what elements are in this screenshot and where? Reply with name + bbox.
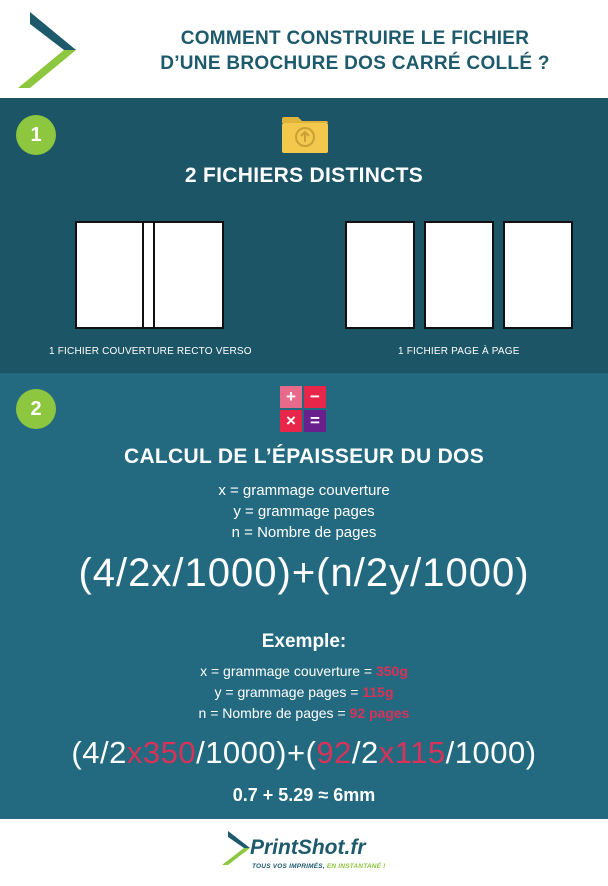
calc-key-times: × (280, 410, 302, 432)
section-calculation (0, 373, 608, 819)
cover-front-page (153, 221, 224, 329)
tagline-part2: EN INSTANTANÉ ! (326, 863, 386, 870)
example-result: 0.7 + 5.29 ≈ 6mm (232, 785, 376, 805)
variable-definitions (0, 480, 608, 543)
caption-cover-file: 1 FICHIER COUVERTURE RECTO VERSO (49, 346, 252, 357)
definition-y: y = grammage pages (233, 503, 375, 520)
printshot-chevron-logo-icon (18, 12, 80, 88)
brand-name-main: PrintShot (250, 836, 345, 859)
calculator-icon (280, 386, 328, 434)
brand-name-tld: .fr (344, 836, 366, 859)
interior-page-2 (424, 221, 494, 329)
printshot-chevron-small-icon (222, 831, 252, 865)
page-title-line1: COMMENT CONSTRUIRE LE FICHIER (180, 28, 530, 49)
example-label-n: n = Nombre de pages = (198, 705, 350, 721)
example-value-y: 115g (362, 684, 394, 700)
page-title (120, 26, 590, 76)
footer (0, 819, 608, 886)
header (0, 0, 608, 98)
example-line-x (0, 661, 608, 682)
interior-page-1 (345, 221, 415, 329)
ef-part3: /2 (351, 735, 379, 770)
calc-key-plus: + (280, 386, 302, 408)
example-line-n (0, 703, 608, 724)
section-files (0, 98, 608, 373)
ef-part4: /1000) (445, 735, 537, 770)
section2-title: CALCUL DE L’ÉPAISSEUR DU DOS (124, 445, 484, 468)
example-title: Exemple: (261, 631, 347, 652)
step-badge-1: 1 (16, 115, 56, 155)
brand-name (250, 836, 366, 860)
calc-key-equals: = (304, 410, 326, 432)
ef-part1: (4/2 (71, 735, 127, 770)
caption-page-file: 1 FICHIER PAGE À PAGE (398, 346, 520, 357)
example-line-y (0, 682, 608, 703)
example-values (0, 661, 608, 724)
ef-n-value: 92 (316, 735, 352, 770)
ef-part2: /1000)+( (196, 735, 317, 770)
page-title-line2: D’UNE BROCHURE DOS CARRÉ COLLÉ ? (160, 53, 550, 74)
section1-title: 2 FICHIERS DISTINCTS (184, 164, 424, 187)
ef-y-value: x115 (378, 735, 446, 770)
example-formula (0, 735, 608, 771)
example-value-x: 350g (375, 663, 408, 679)
folder-upload-icon (280, 115, 330, 155)
interior-page-3 (503, 221, 573, 329)
spine-formula: (4/2x/1000)+(n/2y/1000) (78, 551, 530, 595)
definition-n: n = Nombre de pages (231, 524, 377, 541)
ef-x-value: x350 (126, 735, 197, 770)
example-label-y: y = grammage pages = (214, 684, 363, 700)
example-label-x: x = grammage couverture = (200, 663, 376, 679)
cover-back-page (75, 221, 144, 329)
tagline-part1: TOUS VOS IMPRIMÉS, (252, 863, 327, 870)
cover-file-diagram (75, 221, 224, 329)
brand-tagline (252, 863, 386, 870)
example-value-n: 92 pages (349, 705, 410, 721)
calc-key-minus: − (304, 386, 326, 408)
step-badge-2: 2 (16, 389, 56, 429)
definition-x: x = grammage couverture (218, 482, 390, 499)
